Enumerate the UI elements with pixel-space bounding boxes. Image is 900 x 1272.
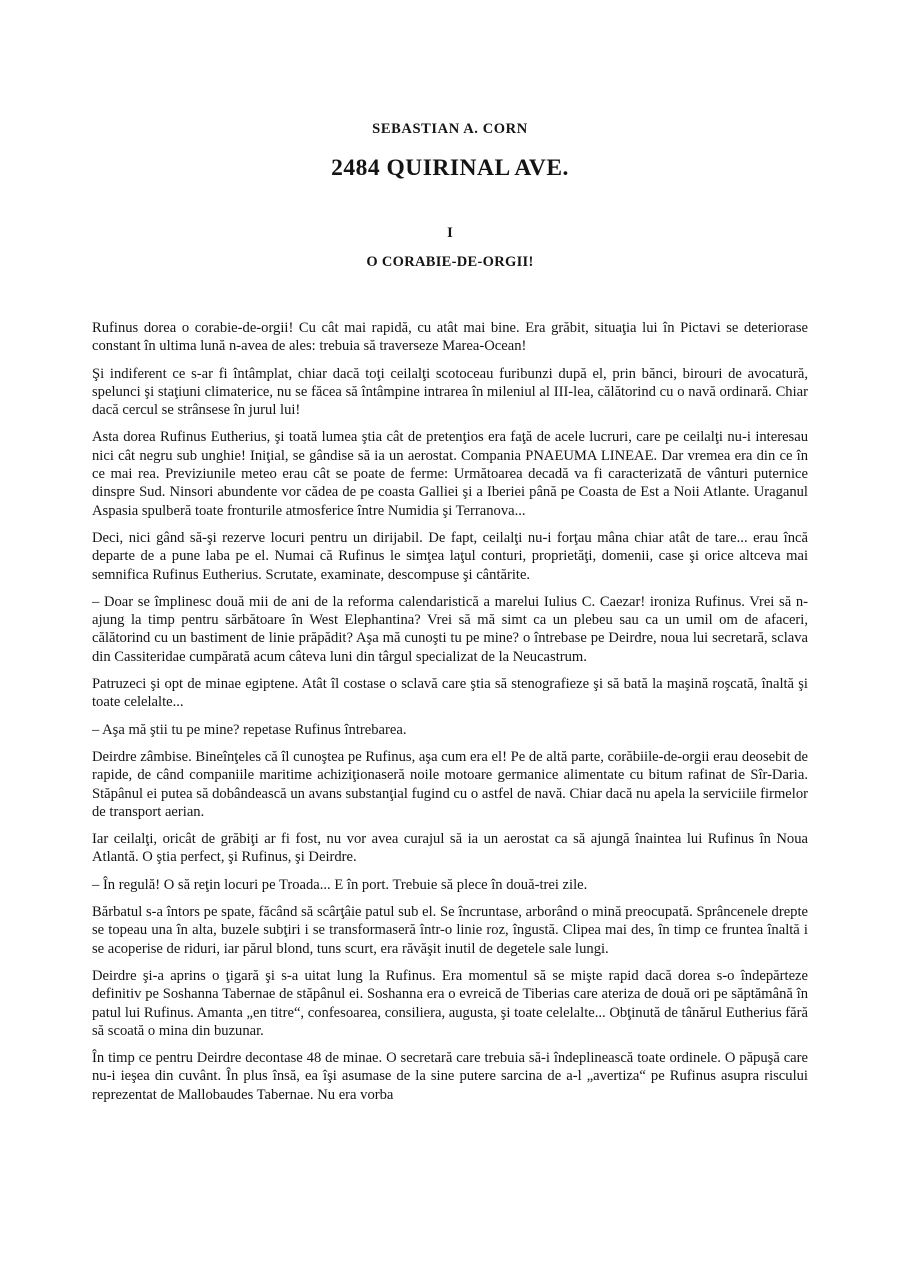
body-paragraph: Şi indiferent ce s-ar fi întâmplat, chiar dacă toţi ceilalţi scotoceau furibunzi după el, prin bănci, birouri de avocatură, spelunci şi staţiuni climaterice, nu se făcea să întâmpine intrarea în mileniul al III-lea, călătorind cu o navă ordinară. Chiar dacă cercul se strânsese în jurul lui! [92,365,808,419]
chapter-number: I [447,225,453,241]
body-paragraph: Deci, nici gând să-şi rezerve locuri pentru un dirijabil. De fapt, ceilalţi nu-i forţau mâna chiar atât de tare... erau încă departe de a pune laba pe el. Numai că Rufinus le simţea laţul conturi, proprietăţi, domenii, case şi orice altceva mai semnifica Rufinus Eutherius. Scrutate, examinate, descompuse şi cântărite. [92,529,808,583]
body-paragraph: Deirdre zâmbise. Bineînţeles că îl cunoştea pe Rufinus, aşa cum era el! Pe de altă parte, corăbiile-de-orgii erau deosebit de rapide, de când companiile maritime achiziţionaseră noile motoare germanice alimentate cu bitum rafinat de Sîr-Daria. Stăpânul ei putea să dobândească un avans substanţial fugind cu o astfel de navă. Chiar dacă nu apela la serviciile firmelor de transport aerian. [92,748,808,820]
author-name: SEBASTIAN A. CORN [372,121,528,137]
book-title: 2484 QUIRINAL AVE. [331,154,569,181]
chapter-title: O CORABIE-DE-ORGII! [366,253,534,270]
body-paragraph: Iar ceilalţi, oricât de grăbiţi ar fi fost, nu vor avea curajul să ia un aerostat ca să ajungă înaintea lui Rufinus în Noua Atlantă. O ştia perfect, şi Rufinus, şi Deirdre. [92,831,808,866]
body-paragraph: Rufinus dorea o corabie-de-orgii! Cu cât mai rapidă, cu atât mai bine. Era grăbit, situaţia lui în Pictavi se deteriorase constant în ultima lună n-avea de ales: trebuia să traverseze Marea-Ocean! [92,320,808,355]
body-paragraph: În timp ce pentru Deirdre decontase 48 de minae. O secretară care trebuia să-i îndeplinească toate ordinele. O păpuşă care nu-i ieşea din cuvânt. În plus însă, ea îşi asumase de la sine putere sarcina de a-l „avertiza“ pe Rufinus asupra riscului reprezentat de Mallobaudes Tabernae. Nu era vorba [92,1050,808,1103]
page-header [0,0,900,269]
body-paragraph: – Doar se împlinesc două mii de ani de la reforma calendaristică a marelui Iulius C. Caezar! ironiza Rufinus. Vrei să n-ajung la timp pentru sărbătoare în West Elephantina? Vrei să mă simt ca un plebeu sau ca un umil om de afaceri, călătorind cu un bastiment de linie prăpădit? Aşa mă cunoşti tu pe mine? o întrebase pe Deirdre, noua lui secretară, sclava din Cassiteridae cumpărată acum câteva luni din târgul specializat de la Neucastrum. [92,593,808,665]
body-paragraph: Deirdre şi-a aprins o ţigară şi s-a uitat lung la Rufinus. Era momentul să se mişte rapid dacă dorea s-o îndepărteze definitiv pe Soshanna Tabernae de stăpânul ei. Soshanna era o evreică de Tiberias care ateriza de două ori pe săptămână în patul lui Rufinus. Amanta „en titre“, confesoarea, consiliera, augusta, şi toate celelalte... Obţinută de tânărul Eutherius fără să scoată o mina din buzunar. [92,967,808,1039]
body-text [92,319,808,1104]
body-paragraph: – Aşa mă ştii tu pe mine? repetase Rufinus întrebarea. [92,721,407,738]
body-paragraph: Patruzeci şi opt de minae egiptene. Atât îl costase o sclavă care ştia să stenografieze şi să bată la maşină roşcată, înaltă şi toate celelalte... [92,676,808,711]
body-paragraph: – În regulă! O să reţin locuri pe Troada... E în port. Trebuie să plece în două-trei zile. [92,876,588,893]
body-paragraph: Asta dorea Rufinus Eutherius, şi toată lumea ştia cât de pretenţios era faţă de acele lucruri, care pe ceilalţi nu-i interesau nici cât negru sub unghie! Iniţial, se gândise să ia un aerostat. Compania PNAEUMA LINEAE. Dar vremea era din ce în ce mai rea. Previziunile meteo erau cât se poate de ferme: Următoarea decadă va fi caracterizată de vânturi puternice dinspre Sud. Ninsori abundente vor cădea de pe coasta Galliei şi a Iberiei până pe Coasta de Est a Noii Atlante. Uraganul Aspasia spulberă toate fronturile atmosferice între Numidia şi Terranova... [92,429,808,519]
body-paragraph: Bărbatul s-a întors pe spate, făcând să scârţâie patul sub el. Se încruntase, arborând o mină preocupată. Sprâncenele drepte se topeau una în alta, buzele subţiri i se transformaseră într-o linie roz, îngustă. Clipea mai des, în timp ce fruntea înaltă i se acoperise de riduri, iar părul blond, tuns scurt, era răvăşit inutil de degetele sale lungi. [92,904,808,957]
